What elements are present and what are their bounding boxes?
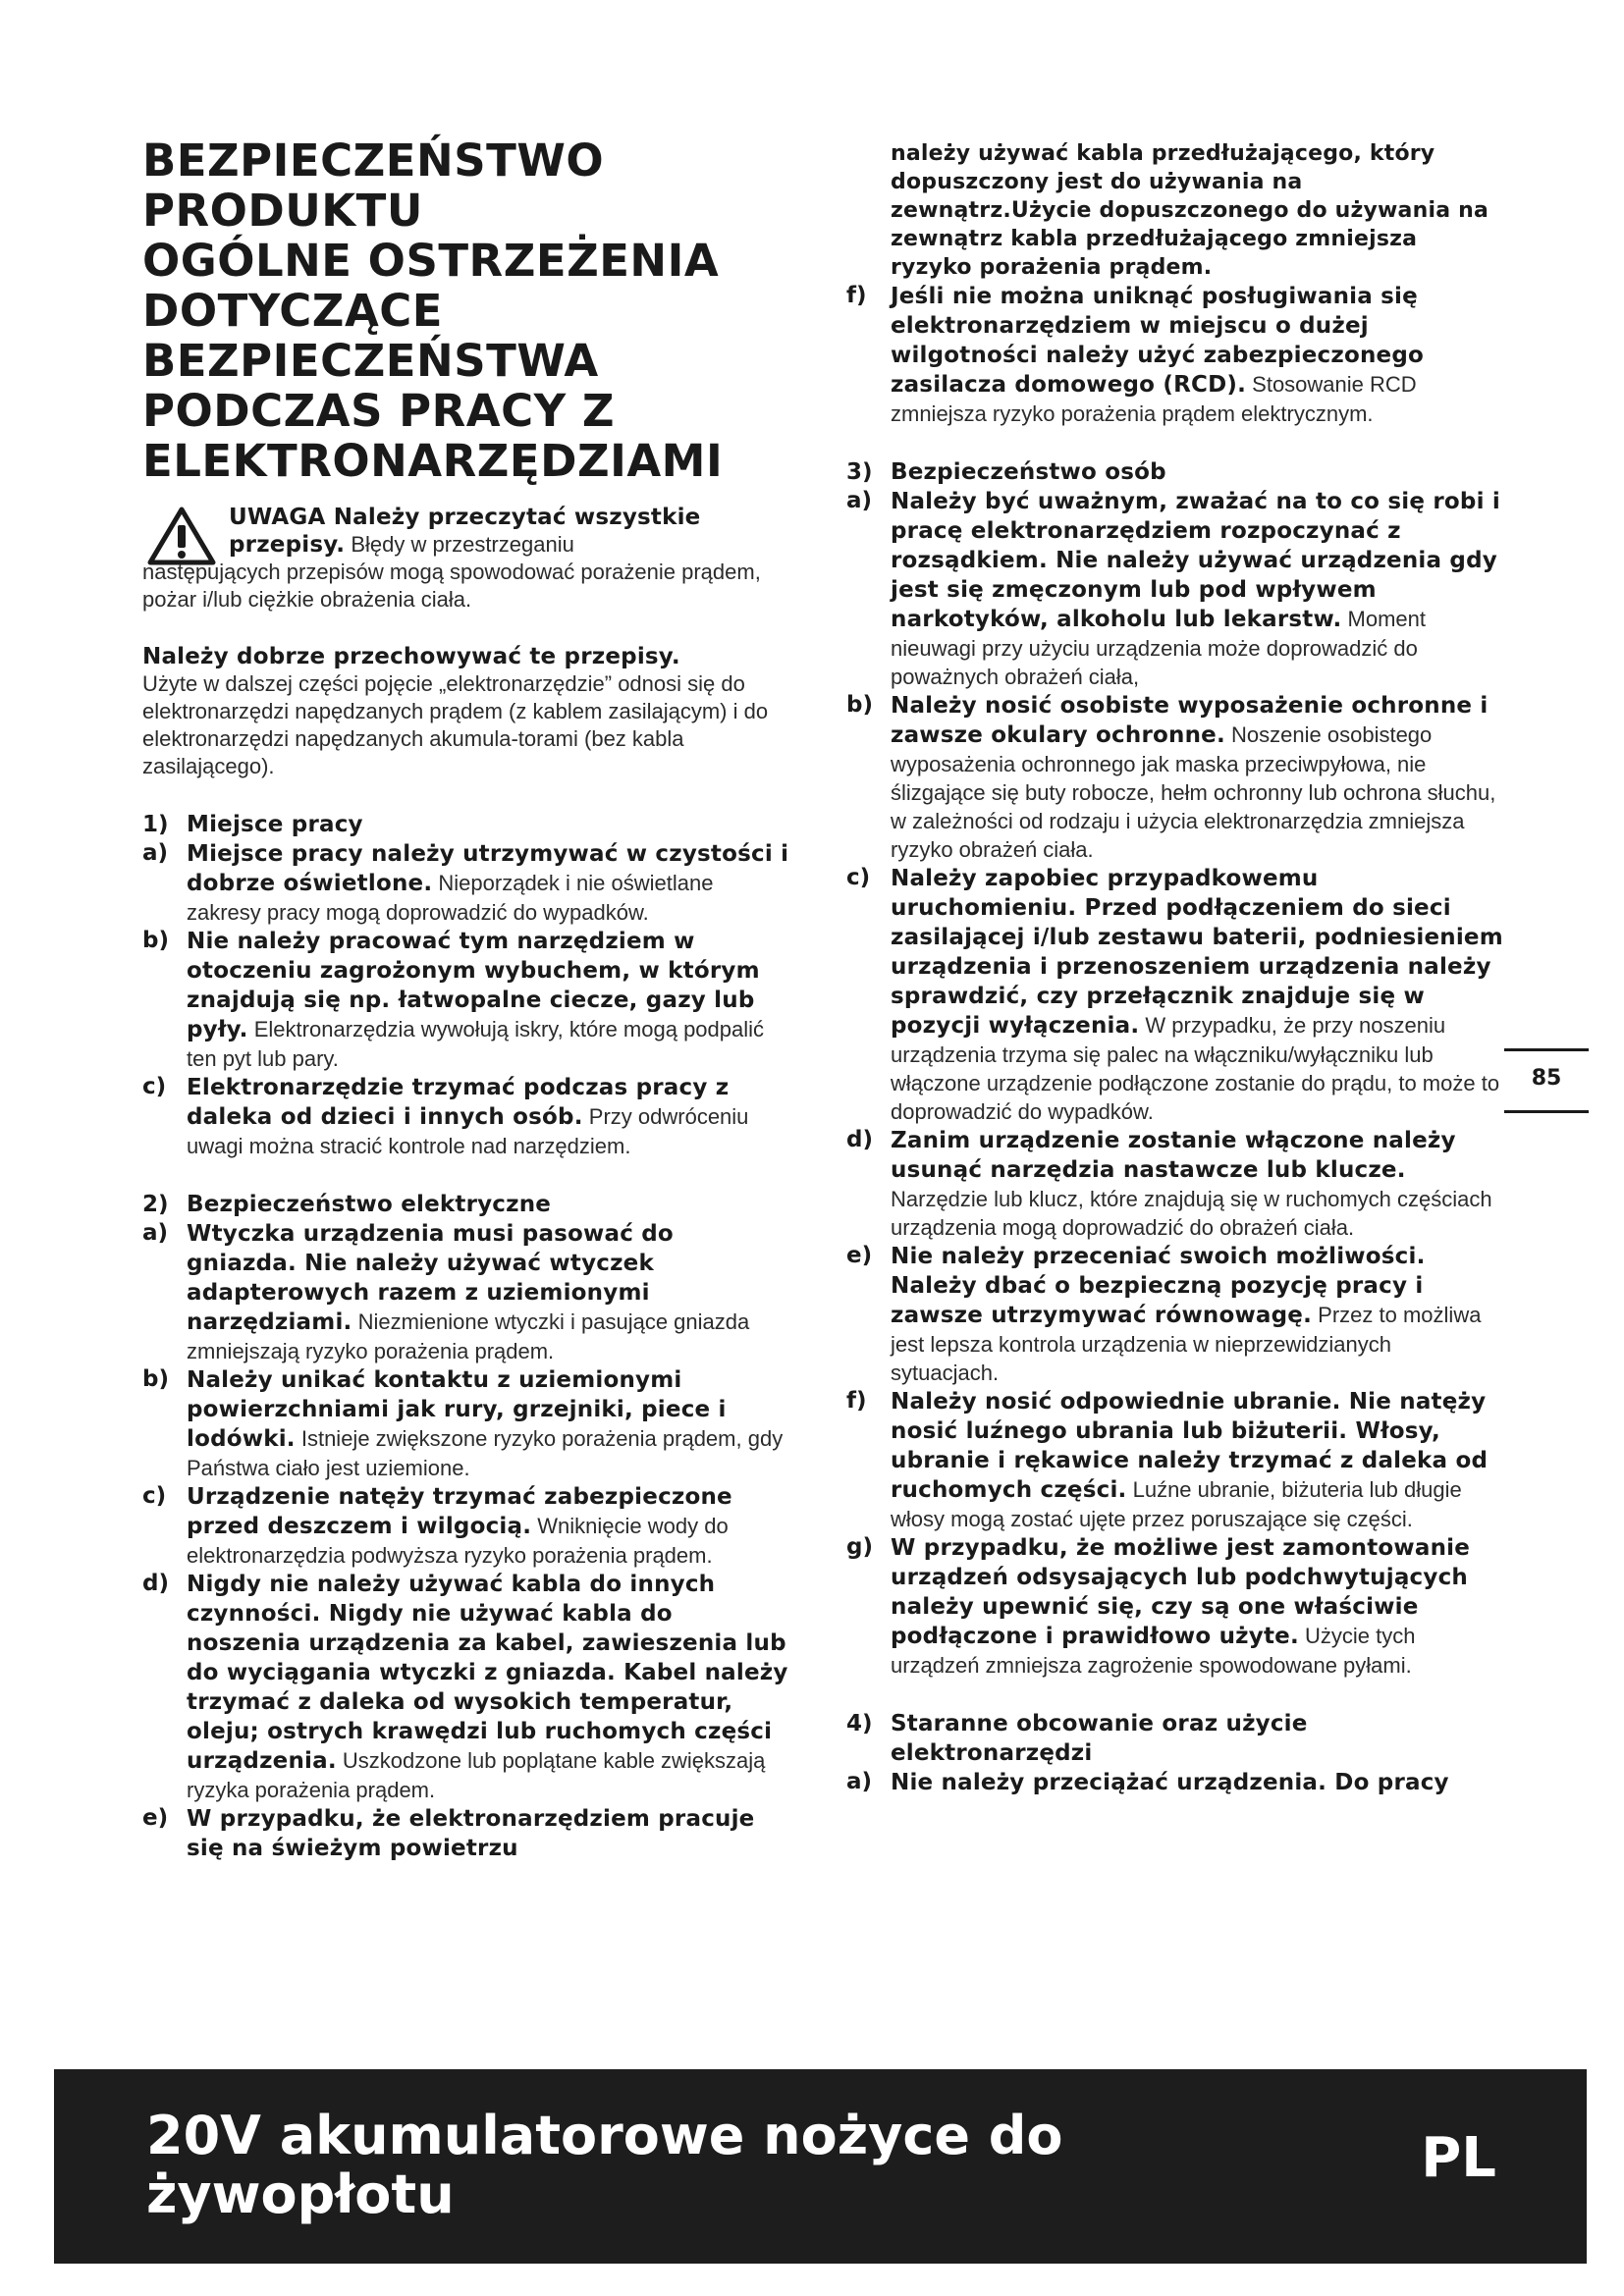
divider	[1504, 1048, 1589, 1051]
list-item	[846, 1242, 1504, 1387]
section-title: Bezpieczeństwo osób	[891, 459, 1166, 485]
list-item	[846, 282, 1504, 428]
item-bold: Nigdy nie należy używać kabla do innych czynności. Nigdy nie używać kabla do noszenia urządzenia za kabel, zawieszenia lub do wyciągania wtyczki z gniazda. Kabel należy trzymać z daleka od wysokich temperatur, oleju; ostrych krawędzi lub ruchomych części urządzenia.	[187, 1572, 788, 1774]
item-text: Istnieje zwiększone ryzyko porażenia prądem, gdy Państwa ciało jest uziemione.	[187, 1426, 784, 1480]
item-label: c)	[142, 1074, 167, 1099]
item-text: Moment nieuwagi przy użyciu urządzenia może doprowadzić do poważnych obrażeń ciała,	[891, 607, 1427, 689]
item-label: a)	[142, 1220, 169, 1246]
warning-triangle-icon	[147, 506, 216, 566]
item-bold: Nie należy pracować tym narzędziem w otoczeniu zagrożonym wybuchem, w którym znajdują się np. łatwopalne ciecze, gazy lub pyły.	[187, 929, 760, 1042]
section-heading	[142, 1190, 790, 1219]
list-item	[142, 1570, 790, 1804]
item-text: Wniknięcie wody do elektronarzędzia podwyższa ryzyko porażenia prądem.	[187, 1514, 729, 1568]
item-text: Niezmienione wtyczki i pasujące gniazda zmniejszają ryzyko porażenia prądem.	[187, 1309, 750, 1363]
right-column	[846, 139, 1504, 1797]
item-bold: Należy nosić odpowiednie ubranie. Nie natęży nosić luźnego ubrania lub biżuterii. Włosy, ubranie i rękawice należy trzymać z daleka od ruchomych części.	[891, 1389, 1489, 1503]
item-bold: Miejsce pracy należy utrzymywać w czystości i dobrze oświetlone.	[187, 841, 789, 896]
item-bold: W przypadku, że elektronarzędziem pracuje się na świeżym powietrzu	[187, 1806, 755, 1861]
item-label: c)	[142, 1483, 167, 1509]
item-text: Stosowanie RCD zmniejsza ryzyko porażenia prądem elektrycznym.	[891, 372, 1417, 426]
item-text: Uszkodzone lub poplątane kable zwiększają ryzyka porażenia prądem.	[187, 1748, 766, 1802]
list-item	[846, 691, 1504, 864]
item-bold: Zanim urządzenie zostanie włączone należy usunąć narzędzia nastawcze lub klucze.	[891, 1128, 1456, 1183]
warning-text: Błędy w przestrzeganiu	[351, 532, 574, 557]
item-label: f)	[846, 1388, 867, 1414]
item-text: Nieporządek i nie oświetlane zakresy pracy mogą doprowadzić do wypadków.	[187, 871, 714, 925]
list-item	[142, 839, 790, 927]
item-text: Luźne ubranie, biżuteria lub długie włosy mogą zostać ujęte przez poruszające się części.	[891, 1477, 1462, 1531]
item-label: c)	[846, 865, 871, 890]
section-number: 2)	[142, 1192, 169, 1217]
warning-bold: UWAGA Należy przeczytać wszystkie przepisy.	[229, 505, 701, 558]
item-label: a)	[142, 840, 169, 866]
item-bold: W przypadku, że możliwe jest zamontowanie urządzeń odsysających lub podchwytujących należy upewnić się, czy są one właściwie podłączone i prawidłowo użyte.	[891, 1535, 1471, 1649]
page-number-tab	[1504, 1048, 1589, 1113]
item-text: Przy odwróceniu uwagi można stracić kontrole nad narzędziem.	[187, 1104, 749, 1158]
section-title: Miejsce pracy	[187, 812, 363, 837]
section-heading	[142, 810, 790, 839]
item-text: Noszenie osobistego wyposażenia ochronnego jak maska przeciwpyłowa, nie ślizgające się buty robocze, hełm ochronny lub ochrona słuchu, w zależności od rodzaju i użycia elektronarzędzia zmniejsza ryzyko obrażeń ciała.	[891, 722, 1496, 862]
list-item	[142, 1804, 790, 1863]
left-column	[142, 135, 790, 1863]
item-label: e)	[846, 1243, 873, 1268]
item-text: Użycie tych urządzeń zmniejsza zagrożenie spowodowane pyłami.	[891, 1624, 1416, 1678]
item-label: a)	[846, 1769, 873, 1794]
section-number: 1)	[142, 812, 169, 837]
item-bold: Elektronarzędzie trzymać podczas pracy z daleka od dzieci i innych osób.	[187, 1075, 730, 1130]
item-bold: Należy nosić osobiste wyposażenie ochronne i zawsze okulary ochronne.	[891, 693, 1489, 748]
list-item	[846, 1768, 1504, 1797]
list-item	[846, 1387, 1504, 1533]
section-title: Bezpieczeństwo elektryczne	[187, 1192, 552, 1217]
language-code: PL	[1421, 2126, 1496, 2190]
item-label: b)	[142, 928, 169, 953]
section-title: Staranne obcowanie oraz użycie elektronarzędzi	[891, 1711, 1308, 1766]
section-number: 4)	[846, 1711, 873, 1736]
list-item	[142, 1073, 790, 1160]
keep-text: Użyte w dalszej części pojęcie „elektronarzędzie” odnosi się do elektronarzędzi napędzanych prądem (z kablem zasilającym) i do elektronarzędzi napędzanych akumula-torami (bez kabla zasilającego).	[142, 671, 769, 778]
warning-text-continued: następujących przepisów mogą spowodować porażenie prądem, pożar i/lub ciężkie obrażenia ciała.	[142, 560, 761, 612]
item-bold: Wtyczka urządzenia musi pasować do gniazda. Nie należy używać wtyczek adapterowych razem z uziemionymi narzędziami.	[187, 1221, 674, 1335]
item-label: e)	[142, 1805, 169, 1831]
item-text: Narzędzie lub klucz, które znajdują się w ruchomych częściach urządzenia mogą doprowadzić do obrażeń ciała.	[891, 1187, 1492, 1240]
footer-bar	[54, 2069, 1587, 2264]
section-heading	[846, 1709, 1504, 1768]
keep-bold: Należy dobrze przechowywać te przepisy.	[142, 644, 680, 669]
item-label: b)	[142, 1366, 169, 1392]
item-bold: Należy unikać kontaktu z uziemionymi powierzchniami jak rury, grzejniki, piece i lodówki.	[187, 1367, 727, 1452]
item-text: Przez to możliwa jest lepsza kontrola urządzenia w nieprzewidzianych sytuacjach.	[891, 1303, 1482, 1385]
item-bold: Należy zapobiec przypadkowemu uruchomieniu. Przed podłączeniem do sieci zasilającej i/lub zestawu baterii, podniesieniem urządzenia i przenoszeniem urządzenia należy sprawdzić, czy przełącznik znajduje się w pozycji wyłączenia.	[891, 866, 1503, 1039]
warning-block	[142, 504, 790, 614]
title-line: PRODUKTU	[142, 185, 423, 237]
title-line: ELEKTRONARZĘDZIAMI	[142, 435, 724, 487]
keep-instructions	[142, 643, 790, 780]
list-item	[846, 1533, 1504, 1680]
product-title: 20V akumulatorowe nożyce do żywopłotu	[146, 2105, 1063, 2225]
section-heading	[846, 457, 1504, 487]
list-item	[142, 1365, 790, 1482]
item-bold: Nie należy przeciążać urządzenia. Do pracy	[891, 1770, 1449, 1795]
list-item	[846, 487, 1504, 691]
list-item	[142, 1482, 790, 1570]
list-item	[142, 1219, 790, 1365]
item-label: d)	[142, 1571, 169, 1596]
title-line: DOTYCZĄCE	[142, 285, 444, 337]
item-bold: Należy być uważnym, zważać na to co się robi i pracę elektronarzędziem rozpoczynać z rozsądkiem. Nie należy używać urządzenia gdy jest się zmęczonym lub pod wpływem narkotyków, alkoholu lub lekarstw.	[891, 489, 1500, 632]
list-item	[846, 864, 1504, 1126]
item-continuation: należy używać kabla przedłużającego, który dopuszczony jest do używania na zewnątrz.Użycie dopuszczonego do używania na zewnątrz kabla przedłużającego zmniejsza ryzyko porażenia prądem.	[891, 141, 1489, 280]
title-line: PODCZAS PRACY Z	[142, 385, 616, 437]
item-text: Elektronarzędzia wywołują iskry, które mogą podpalić ten pyt lub pary.	[187, 1017, 765, 1071]
item-bold: Urządzenie natęży trzymać zabezpieczone przed deszczem i wilgocią.	[187, 1484, 732, 1539]
item-label: g)	[846, 1534, 873, 1560]
page-title	[142, 135, 790, 486]
item-label: d)	[846, 1127, 873, 1152]
list-item	[846, 1126, 1504, 1242]
title-line: BEZPIECZEŃSTWO	[142, 134, 605, 187]
divider	[1504, 1110, 1589, 1113]
page-number: 85	[1531, 1066, 1562, 1091]
list-item	[142, 927, 790, 1073]
title-line: OGÓLNE OSTRZEŻENIA	[142, 235, 720, 287]
item-label: a)	[846, 488, 873, 513]
title-line: BEZPIECZEŃSTWA	[142, 335, 599, 387]
section-number: 3)	[846, 459, 873, 485]
item-label: f)	[846, 283, 867, 308]
item-label: b)	[846, 692, 873, 718]
item-text: W przypadku, że przy noszeniu urządzenia trzyma się palec na włączniku/wyłączniku lub włączone urządzenie podłączone zostanie do prądu, to może to doprowadzić do wypadków.	[891, 1013, 1500, 1124]
item-bold: Jeśli nie można uniknąć posługiwania się elektronarzędziem w miejscu o dużej wilgotności należy użyć zabezpieczonego zasilacza domowego (RCD).	[891, 284, 1424, 398]
item-bold: Nie należy przeceniać swoich możliwości. Należy dbać o bezpieczną pozycję pracy i zawsze utrzymywać równowagę.	[891, 1244, 1426, 1328]
